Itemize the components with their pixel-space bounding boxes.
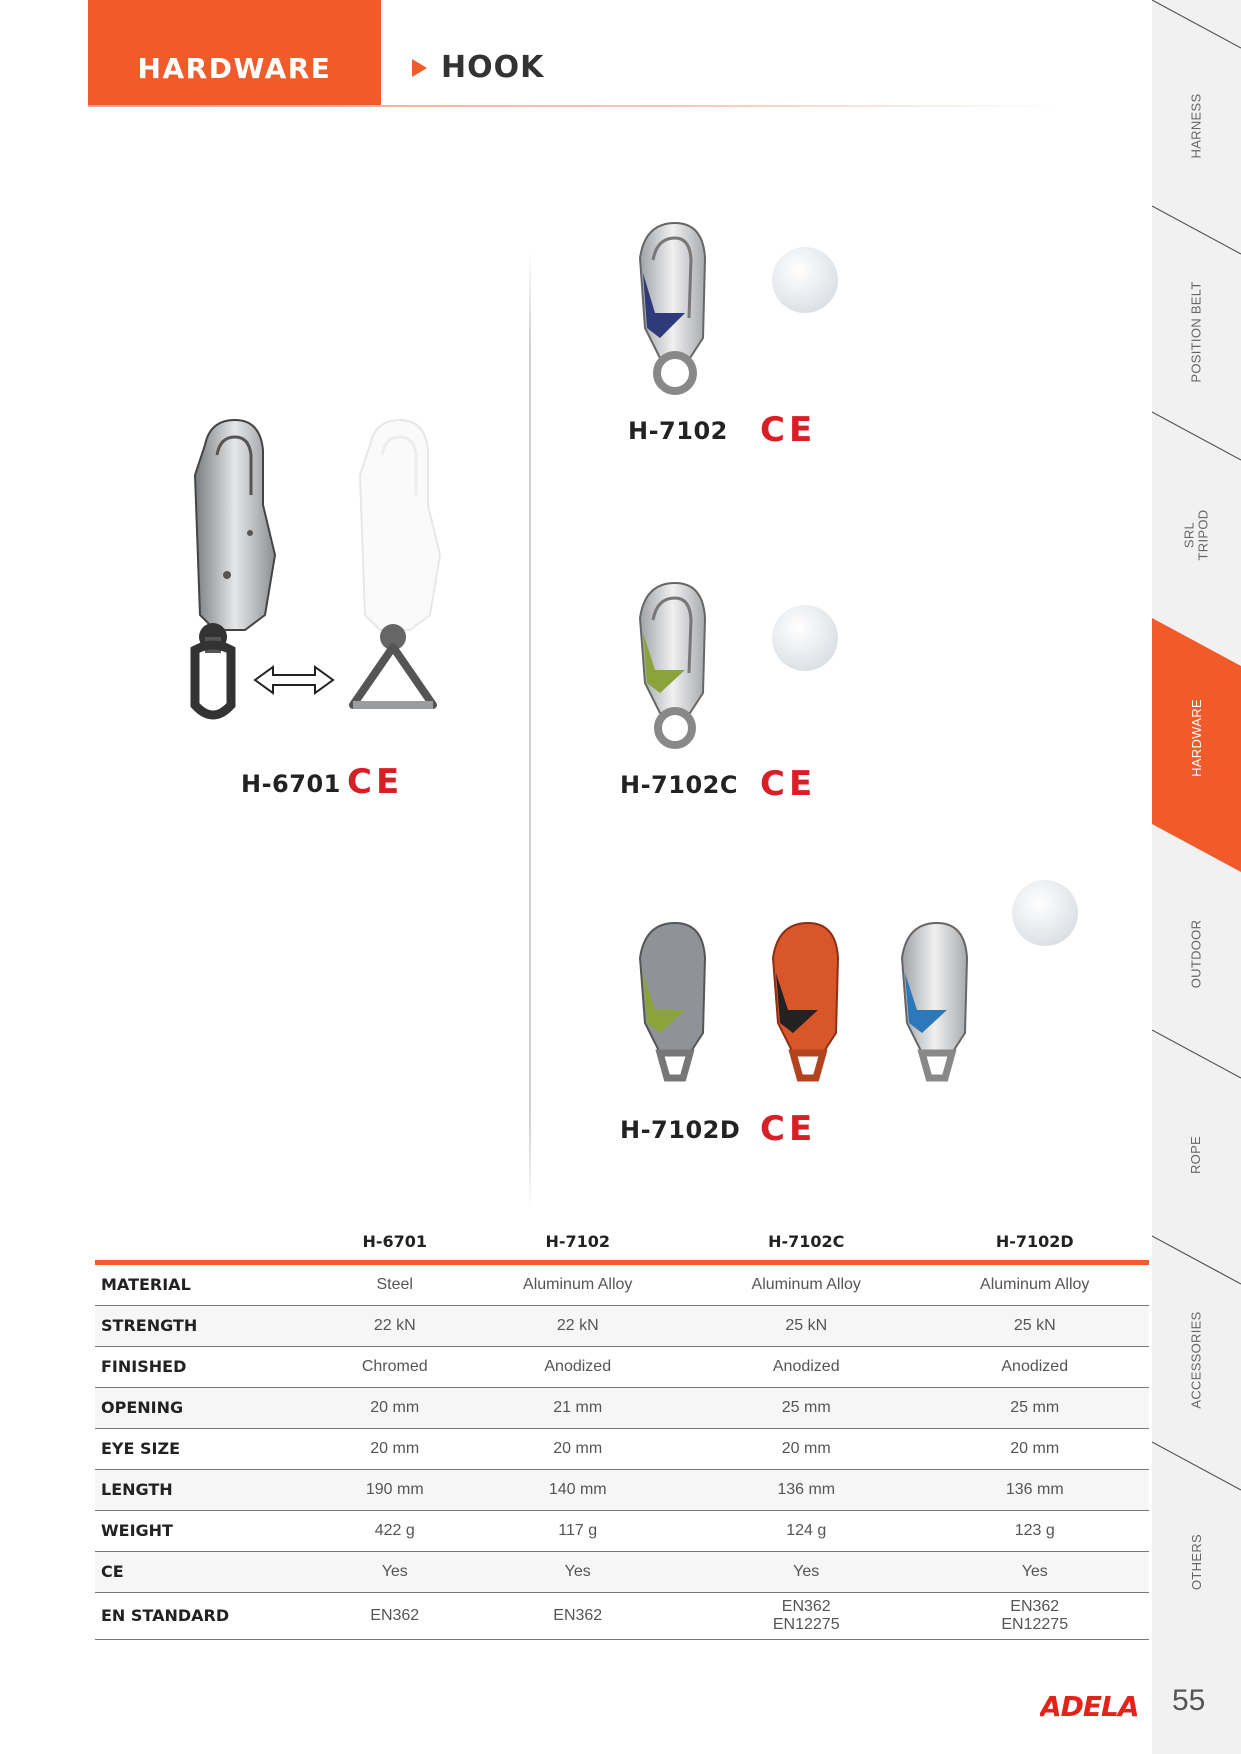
section-title: HARDWARE	[137, 52, 332, 85]
table-cell: 22 kN	[326, 1306, 463, 1347]
header-divider	[88, 105, 1058, 107]
row-label: WEIGHT	[95, 1511, 326, 1552]
table-cell: 117 g	[463, 1511, 692, 1552]
table-cell: Yes	[463, 1552, 692, 1593]
table-cell: 190 mm	[326, 1470, 463, 1511]
table-cell: 20 mm	[326, 1429, 463, 1470]
table-cell: 25 mm	[692, 1388, 921, 1429]
table-row	[95, 1388, 1149, 1429]
brand-logo	[1040, 1690, 1140, 1720]
ce-mark-h-6701: CE	[347, 762, 404, 802]
table-cell: EN362 EN12275	[692, 1593, 921, 1640]
table-cell: 22 kN	[463, 1306, 692, 1347]
row-label: FINISHED	[95, 1347, 326, 1388]
gate-detail-image-h-7102d	[1012, 880, 1078, 946]
table-cell: 25 mm	[920, 1388, 1149, 1429]
sidebar-item-srl-tripod[interactable]: SRL TRIPOD	[1181, 509, 1211, 561]
table-cell: 20 mm	[920, 1429, 1149, 1470]
table-cell: 21 mm	[463, 1388, 692, 1429]
table-cell: EN362 EN12275	[920, 1593, 1149, 1640]
sidebar-item-position-belt[interactable]: POSITION BELT	[1188, 281, 1204, 383]
page-number: 55	[1172, 1684, 1206, 1717]
sidebar-dividers	[1152, 0, 1241, 1754]
table-cell: Steel	[326, 1263, 463, 1306]
table-cell: 20 mm	[692, 1429, 921, 1470]
table-cell: Yes	[326, 1552, 463, 1593]
table-cell: EN362	[463, 1593, 692, 1640]
subheading-title: HOOK	[441, 50, 545, 85]
row-label: CE	[95, 1552, 326, 1593]
snap-hook-image-h-6701	[165, 415, 455, 730]
ce-mark-h-7102c: CE	[760, 764, 817, 804]
table-cell: 422 g	[326, 1511, 463, 1552]
table-cell: 25 kN	[920, 1306, 1149, 1347]
table-row	[95, 1306, 1149, 1347]
model-label-h-7102c: H-7102C	[620, 771, 738, 799]
table-row	[95, 1347, 1149, 1388]
sidebar-item-hardware[interactable]: HARDWARE	[1188, 699, 1204, 777]
table-cell: Anodized	[463, 1347, 692, 1388]
table-cell: 123 g	[920, 1511, 1149, 1552]
table-cell: 124 g	[692, 1511, 921, 1552]
sidebar-item-accessories[interactable]: ACCESSORIES	[1188, 1311, 1204, 1409]
column-header: H-7102	[545, 1231, 611, 1251]
table-header-corner	[95, 1222, 326, 1263]
table-row	[95, 1511, 1149, 1552]
column-header: H-7102C	[768, 1231, 845, 1251]
table-cell: Yes	[920, 1552, 1149, 1593]
row-label: MATERIAL	[95, 1263, 326, 1306]
category-sidebar	[1152, 0, 1241, 1754]
table-row	[95, 1429, 1149, 1470]
hook-image-h-7102c	[625, 578, 725, 753]
model-label-h-6701: H-6701	[241, 770, 341, 798]
table-cell: 136 mm	[920, 1470, 1149, 1511]
table-cell: 20 mm	[326, 1388, 463, 1429]
table-row	[95, 1263, 1149, 1306]
brand-logo-text: ADELA	[1040, 1690, 1139, 1720]
table-row	[95, 1593, 1149, 1640]
ce-mark-h-7102d: CE	[760, 1109, 817, 1149]
column-divider	[529, 250, 531, 1210]
table-cell: 20 mm	[463, 1429, 692, 1470]
table-cell: EN362	[326, 1593, 463, 1640]
table-cell: Anodized	[920, 1347, 1149, 1388]
table-header-row	[95, 1222, 1149, 1263]
table-row	[95, 1552, 1149, 1593]
column-header: H-6701	[362, 1231, 428, 1251]
gate-detail-image-h-7102c	[772, 605, 838, 671]
row-label: STRENGTH	[95, 1306, 326, 1347]
subheading	[412, 50, 544, 85]
table-cell: 136 mm	[692, 1470, 921, 1511]
hook-image-h-7102	[625, 218, 725, 398]
table-cell: Aluminum Alloy	[463, 1263, 692, 1306]
ce-mark-h-7102: CE	[760, 410, 817, 450]
table-cell: Yes	[692, 1552, 921, 1593]
double-arrow-icon	[255, 667, 333, 693]
section-tab	[88, 0, 381, 107]
model-label-h-7102: H-7102	[628, 417, 728, 445]
column-header: H-7102D	[995, 1231, 1074, 1251]
sidebar-item-rope[interactable]: ROPE	[1188, 1135, 1204, 1175]
row-label: EYE SIZE	[95, 1429, 326, 1470]
model-label-h-7102d: H-7102D	[620, 1116, 741, 1144]
specification-table	[95, 1222, 1149, 1640]
sidebar-item-others[interactable]: OTHERS	[1188, 1534, 1204, 1590]
table-cell: Aluminum Alloy	[692, 1263, 921, 1306]
table-cell: Aluminum Alloy	[920, 1263, 1149, 1306]
table-row	[95, 1470, 1149, 1511]
row-label: EN STANDARD	[95, 1593, 326, 1640]
table-cell: Anodized	[692, 1347, 921, 1388]
table-cell: 140 mm	[463, 1470, 692, 1511]
row-label: OPENING	[95, 1388, 326, 1429]
row-label: LENGTH	[95, 1470, 326, 1511]
table-cell: 25 kN	[692, 1306, 921, 1347]
sidebar-item-harness[interactable]: HARNESS	[1188, 93, 1204, 159]
gate-detail-image-h-7102	[772, 247, 838, 313]
hook-image-h-7102d	[625, 918, 995, 1093]
table-cell: Chromed	[326, 1347, 463, 1388]
sidebar-item-outdoor[interactable]: OUTDOOR	[1188, 919, 1204, 989]
play-triangle-icon	[412, 59, 427, 77]
